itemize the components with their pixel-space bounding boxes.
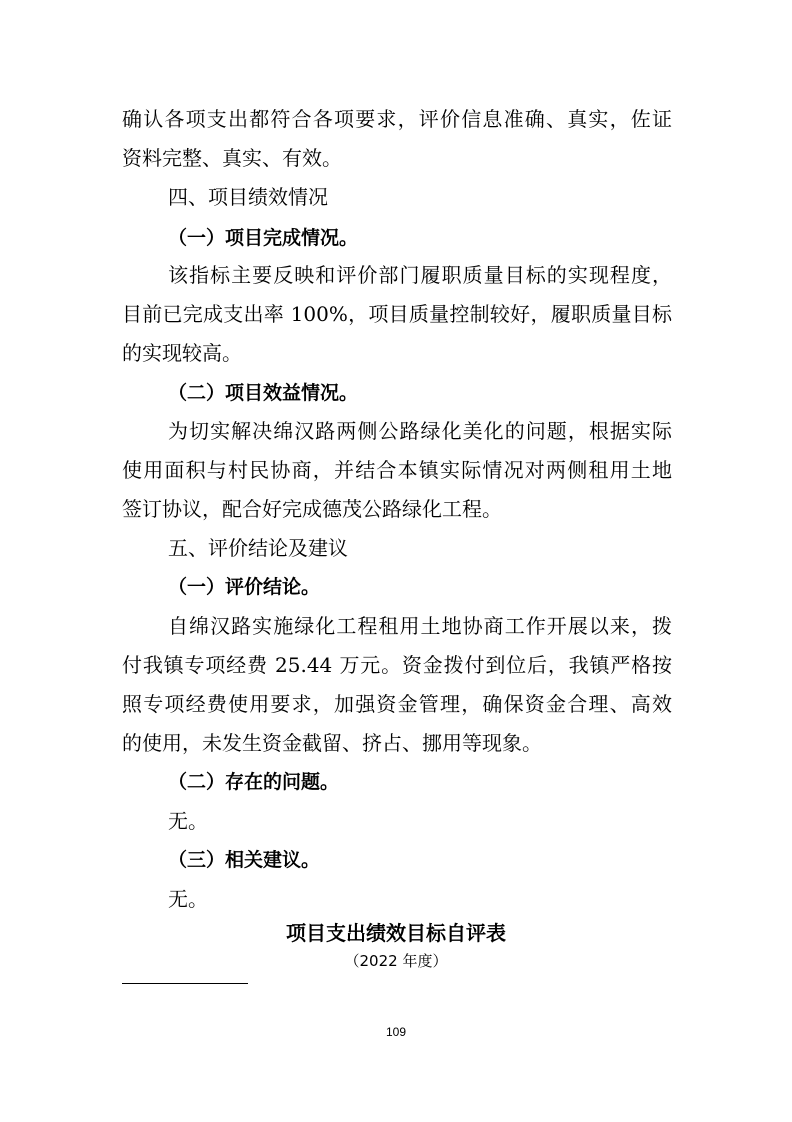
body-text-line: 确认各项支出都符合各项要求，评价信息准确、真实，佐证: [122, 107, 672, 131]
body-text-line: 签订协议，配合好完成德茂公路绿化工程。: [122, 497, 502, 521]
body-text-line: 资料完整、真实、有效。: [122, 146, 342, 170]
subsection-heading: （二）项目效益情况。: [168, 382, 359, 404]
subsection-heading: （二）存在的问题。: [168, 771, 340, 793]
body-text-line: 自绵汉路实施绿化工程租用土地协商工作开展以来，拨: [168, 614, 672, 638]
body-text-line: 付我镇专项经费 25.44 万元。资金拨付到位后，我镇严格按: [122, 653, 672, 677]
body-text-line: 该指标主要反映和评价部门履职质量目标的实现程度，: [168, 263, 672, 287]
body-text-line: 目前已完成支出率 100%，项目质量控制较好，履职质量目标: [122, 302, 672, 326]
footnote-divider: [122, 983, 248, 984]
body-text-line: 照专项经费使用要求，加强资金管理，确保资金合理、高效: [122, 692, 672, 716]
body-text-line: 的使用，未发生资金截留、挤占、挪用等现象。: [122, 731, 542, 755]
body-text-line: 无。: [168, 809, 208, 833]
subsection-heading: （三）相关建议。: [168, 849, 321, 871]
page-number: 109: [385, 1025, 407, 1039]
section-heading: 四、项目绩效情况: [168, 185, 328, 209]
table-subtitle: （2022 年度）: [344, 952, 448, 970]
subsection-heading: （一）评价结论。: [168, 576, 321, 598]
body-text-line: 的实现较高。: [122, 341, 242, 365]
body-text-line: 为切实解决绵汉路两侧公路绿化美化的问题，根据实际: [168, 419, 672, 443]
subsection-heading: （一）项目完成情况。: [168, 227, 359, 249]
section-heading: 五、评价结论及建议: [168, 536, 348, 560]
body-text-line: 使用面积与村民协商，并结合本镇实际情况对两侧租用土地: [122, 458, 672, 482]
body-text-line: 无。: [168, 887, 208, 911]
table-title: 项目支出绩效目标自评表: [286, 921, 506, 945]
